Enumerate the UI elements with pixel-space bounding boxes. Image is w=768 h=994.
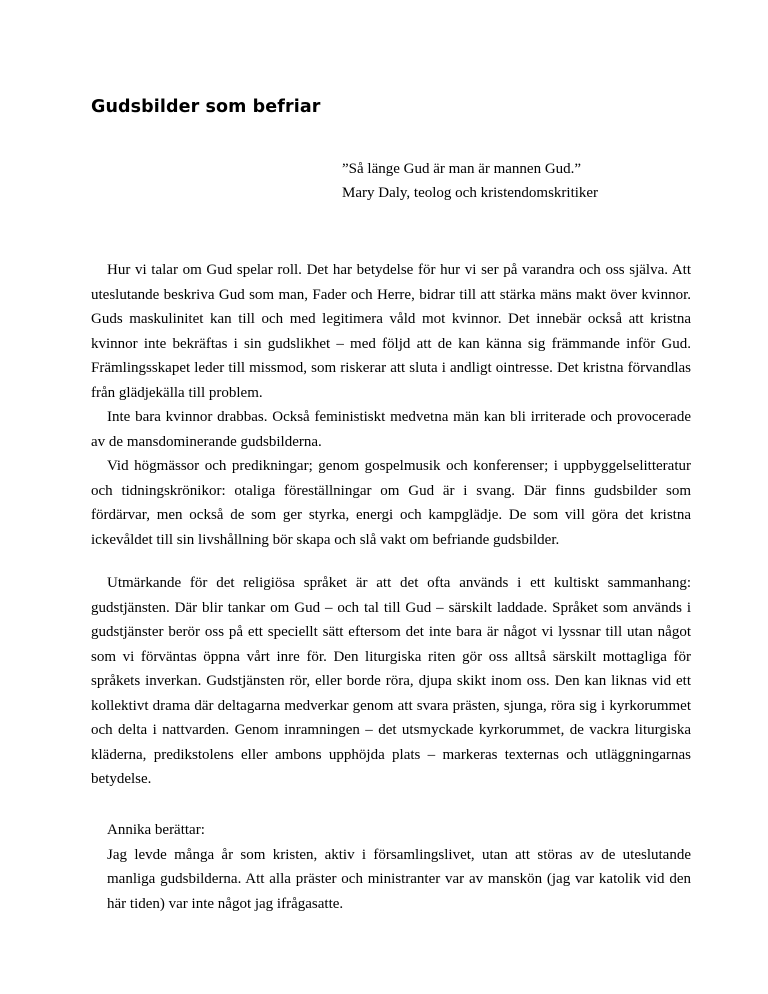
paragraph: Utmärkande för det religiösa språket är att det ofta används i ett kultiskt sammanhang: gudstjänsten. Där blir tankar om Gud – och tal till Gud – särskilt laddade. Språket som används i gudstjänster berör oss på ett speciellt sätt eftersom det inte bara är något vi lyssnar till utan något som vi förväntas öppna vårt inre för. Den liturgiska riten gör oss alltså särskilt mottagliga för språkets inverkan. Gudstjänsten rör, eller borde röra, djupa skikt inom oss. Den kan liknas vid ett kollektivt drama där deltagarna medverkar genom att svara prästen, sjunga, röra sig i kyrkorummet och delta i nattvarden. Genom inramningen – det utsmyckade kyrkorummet, de vackra liturgiska kläderna, predikstolens eller ambons upphöjda plats – markeras texternas och utläggningarnas betydelse.	[91, 575, 691, 787]
paragraph: Hur vi talar om Gud spelar roll. Det har betydelse för hur vi ser på varandra och oss själva. Att uteslutande beskriva Gud som man, Fader och Herre, bidrar till att stärka mäns makt över kvinnor. Guds maskulinitet kan till och med legitimera våld mot kvinnor. Det innebär också att kristna kvinnor inte bekräftas i sin gudslikhet – med följd att de kan känna sig främmande inför Gud. Främlingsskapet leder till missmod, som riskerar att sluta i andligt ointresse. Det kristna förvandlas från glädjekälla till problem.	[91, 262, 691, 401]
testimony-quote: Jag levde många år som kristen, aktiv i församlingslivet, utan att störas av de uteslutande manliga gudsbilderna. Att alla präster och ministranter var av manskön (jag var katolik vid den här tiden) var inte något jag ifrågasatte.	[107, 846, 691, 912]
section-3	[91, 818, 691, 916]
testimony-intro: Annika berättar:	[107, 822, 205, 838]
epigraph-quote: ”Så länge Gud är man är mannen Gud.”	[342, 161, 582, 177]
epigraph-attribution: Mary Daly, teolog och kristendomskritiker	[342, 185, 599, 201]
paragraph: Vid högmässor och predikningar; genom gospelmusik och konferenser; i uppbyggelselitteratur och tidningskrönikor: otaliga föreställningar om Gud är i svang. Där finns gudsbilder som fördärvar, men också de som ger styrka, energi och kampglädje. De som vill göra det kristna ickevåldet till sin livshållning bör skapa och slå vakt om befriande gudsbilder.	[91, 458, 691, 548]
epigraph	[342, 157, 598, 205]
section-1	[91, 258, 691, 552]
section-2	[91, 571, 691, 792]
page-title: Gudsbilder som befriar	[91, 97, 321, 117]
paragraph: Inte bara kvinnor drabbas. Också feministiskt medvetna män kan bli irriterade och provocerade av de mansdominerande gudsbilderna.	[91, 409, 691, 450]
